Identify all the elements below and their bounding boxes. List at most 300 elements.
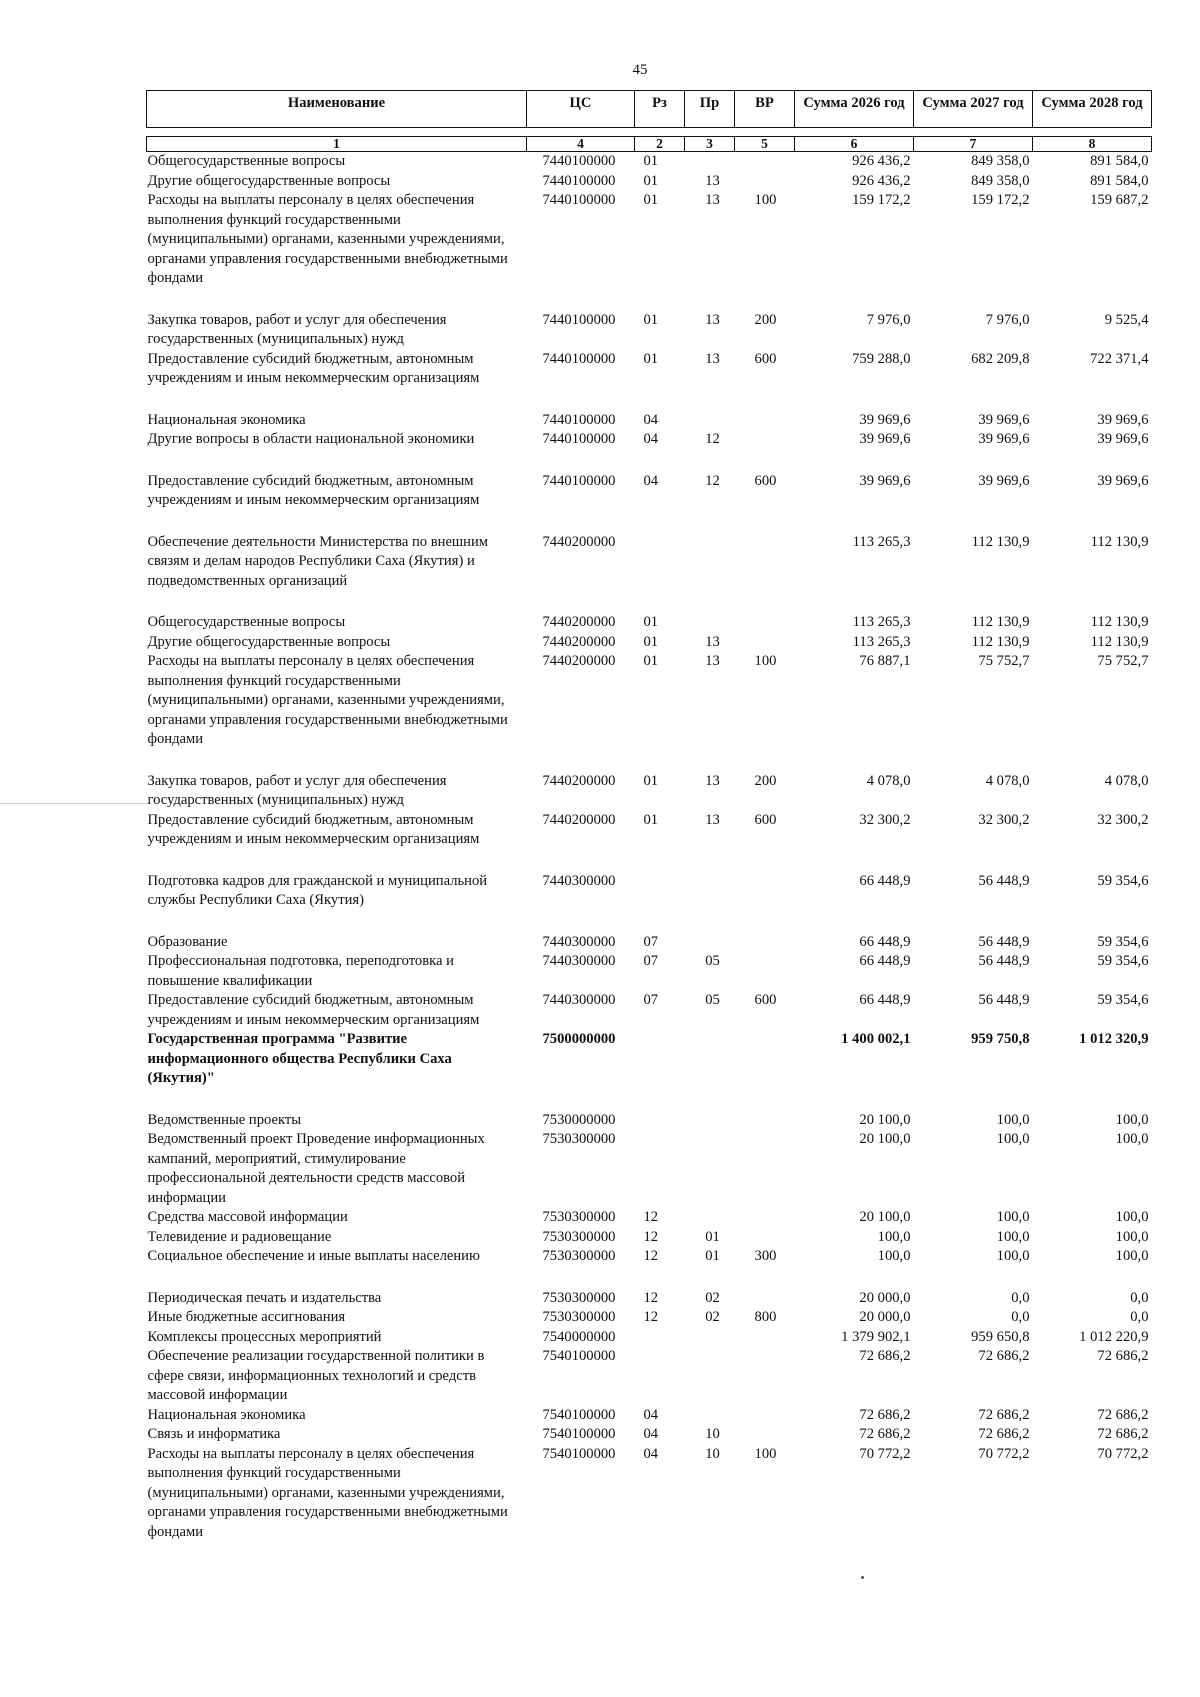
row-sum-2026: 70 772,2	[859, 1445, 911, 1462]
row-sum-2026: 926 436,2	[852, 172, 911, 189]
table-row	[147, 1111, 1152, 1131]
row-sum-2027: 682 209,8	[971, 350, 1030, 367]
row-sum-2026: 76 887,1	[859, 653, 911, 669]
row-sum-2027: 159 172,2	[971, 192, 1030, 208]
row-sum-2027: 72 686,2	[978, 1406, 1030, 1423]
table-row	[147, 1308, 1152, 1328]
table-row	[147, 1030, 1152, 1111]
row-sum-2028: 59 354,6	[1097, 872, 1149, 889]
row-cs: 7540100000	[542, 1348, 616, 1364]
row-name: Расходы на выплаты персоналу в целях обеспечения выполнения функций государственными (муниципальными) органами, казенными учреждениями, органами управления государственными внебюджетными фондами	[147, 1445, 508, 1540]
row-vr	[735, 411, 795, 431]
table-row	[147, 1228, 1152, 1248]
row-vr: 600	[754, 992, 777, 1008]
row-name: Ведомственный проект Проведение информационных кампаний, мероприятий, стимулирование профессиональной деятельности средств массовой информации	[147, 1131, 485, 1206]
table-row	[147, 533, 1152, 614]
table-row	[147, 172, 1152, 192]
table-row	[147, 633, 1152, 653]
row-sum-2026: 20 100,0	[859, 1111, 911, 1128]
row-vr	[735, 613, 795, 633]
row-pr: 13	[705, 811, 720, 828]
column-number: 4	[527, 137, 635, 152]
row-cs: 7440200000	[542, 533, 616, 550]
row-pr: 13	[705, 633, 720, 650]
row-sum-2028: 112 130,9	[1090, 633, 1149, 650]
row-vr	[735, 1208, 795, 1228]
row-sum-2026: 113 265,3	[852, 633, 911, 650]
row-rz: 04	[643, 1445, 659, 1462]
row-sum-2028: 72 686,2	[1097, 1406, 1149, 1423]
row-sum-2028: 159 687,2	[1090, 192, 1149, 208]
row-pr: 05	[705, 953, 720, 969]
row-sum-2028: 100,0	[1115, 1111, 1149, 1128]
row-pr	[685, 411, 735, 431]
row-cs: 7530300000	[542, 1209, 616, 1225]
row-cs: 7530300000	[542, 1131, 616, 1147]
row-rz	[635, 1111, 685, 1131]
row-name: Обеспечение реализации государственной политики в сфере связи, информационных технологий и средств массовой информации	[147, 1348, 485, 1403]
row-name: Образование	[147, 933, 228, 950]
row-sum-2028: 9 525,4	[1104, 311, 1149, 328]
row-sum-2027: 100,0	[996, 1209, 1030, 1225]
row-sum-2026: 66 448,9	[859, 933, 911, 950]
table-row	[147, 191, 1152, 311]
row-name: Государственная программа "Развитие информационного общества Республики Саха (Якутия)"	[147, 1031, 452, 1086]
row-vr: 600	[754, 350, 777, 367]
row-sum-2026: 7 976,0	[866, 311, 911, 328]
row-sum-2028: 891 584,0	[1090, 172, 1149, 189]
row-cs: 7440100000	[542, 431, 616, 447]
row-vr: 800	[754, 1309, 777, 1325]
row-rz: 01	[643, 772, 659, 789]
row-sum-2028: 100,0	[1115, 1248, 1149, 1264]
row-sum-2027: 39 969,6	[978, 411, 1030, 428]
row-vr	[735, 1425, 795, 1445]
row-name: Профессиональная подготовка, переподготовка и повышение квалификации	[147, 953, 454, 989]
row-sum-2026: 159 172,2	[852, 192, 911, 208]
table-row	[147, 152, 1152, 172]
row-name: Иные бюджетные ассигнования	[147, 1309, 346, 1325]
table-row	[147, 1445, 1152, 1543]
row-sum-2028: 72 686,2	[1097, 1426, 1149, 1442]
row-pr	[685, 1208, 735, 1228]
row-sum-2027: 72 686,2	[978, 1348, 1030, 1364]
row-sum-2028: 1 012 220,9	[1079, 1328, 1149, 1345]
row-cs: 7530300000	[542, 1289, 616, 1306]
row-pr	[685, 933, 735, 953]
row-name: Национальная экономика	[147, 1406, 306, 1423]
row-sum-2027: 100,0	[996, 1131, 1030, 1147]
row-sum-2028: 0,0	[1130, 1289, 1149, 1306]
row-cs: 7440100000	[542, 192, 616, 208]
row-sum-2028: 1 012 320,9	[1079, 1031, 1149, 1047]
row-sum-2027: 112 130,9	[971, 614, 1030, 630]
row-pr: 13	[705, 172, 720, 189]
row-sum-2026: 20 000,0	[859, 1309, 911, 1325]
row-sum-2027: 0,0	[1011, 1289, 1030, 1306]
table-row	[147, 1289, 1152, 1309]
row-vr	[735, 430, 795, 472]
row-pr: 10	[705, 1445, 720, 1462]
row-rz: 04	[643, 472, 659, 489]
row-pr: 13	[705, 772, 720, 789]
row-name: Обеспечение деятельности Министерства по внешним связям и делам народов Республики Саха (Якутия) и подведомственных организаций	[147, 533, 489, 589]
table-row	[147, 1328, 1152, 1348]
row-name: Другие вопросы в области национальной экономики	[147, 431, 475, 447]
row-sum-2027: 112 130,9	[971, 533, 1030, 550]
row-sum-2027: 70 772,2	[978, 1445, 1030, 1462]
row-sum-2026: 20 100,0	[859, 1209, 911, 1225]
table-row	[147, 1208, 1152, 1228]
row-vr	[735, 1030, 795, 1111]
row-vr: 600	[754, 811, 777, 828]
table-row	[147, 411, 1152, 431]
row-cs: 7540100000	[542, 1426, 616, 1442]
column-number-row	[147, 137, 1152, 152]
row-pr	[685, 613, 735, 633]
row-sum-2027: 849 358,0	[971, 153, 1030, 169]
row-rz	[635, 872, 685, 933]
row-cs: 7440200000	[542, 653, 616, 669]
row-sum-2026: 39 969,6	[859, 411, 911, 428]
row-sum-2028: 59 354,6	[1097, 953, 1149, 969]
row-sum-2026: 113 265,3	[852, 614, 911, 630]
header-vr: ВР	[735, 91, 795, 128]
row-name: Другие общегосударственные вопросы	[147, 172, 391, 189]
row-sum-2026: 72 686,2	[859, 1426, 911, 1442]
row-sum-2028: 112 130,9	[1090, 614, 1149, 630]
row-name: Комплексы процессных мероприятий	[147, 1328, 382, 1345]
row-pr: 12	[705, 472, 720, 489]
row-sum-2027: 39 969,6	[978, 431, 1030, 447]
column-number: 6	[795, 137, 914, 152]
table-row	[147, 1130, 1152, 1208]
row-vr: 600	[754, 472, 777, 489]
budget-table	[146, 90, 1152, 1542]
row-rz: 01	[643, 633, 659, 650]
table-row	[147, 613, 1152, 633]
table-row	[147, 311, 1152, 350]
row-name: Связь и информатика	[147, 1426, 281, 1442]
page-number: 45	[632, 62, 648, 78]
row-sum-2026: 4 078,0	[866, 772, 911, 789]
row-sum-2028: 39 969,6	[1097, 411, 1149, 428]
row-sum-2027: 7 976,0	[985, 311, 1030, 328]
row-cs: 7440100000	[542, 172, 616, 189]
row-sum-2027: 959 650,8	[971, 1328, 1030, 1345]
row-pr	[685, 1111, 735, 1131]
row-name: Телевидение и радиовещание	[147, 1228, 332, 1245]
row-cs: 7530300000	[542, 1228, 616, 1245]
table-row	[147, 991, 1152, 1030]
table-row	[147, 811, 1152, 872]
row-sum-2026: 72 686,2	[859, 1348, 911, 1364]
row-cs: 7440100000	[542, 311, 616, 328]
table-row	[147, 1247, 1152, 1289]
row-sum-2026: 100,0	[877, 1228, 911, 1245]
row-vr	[735, 933, 795, 953]
row-vr	[735, 533, 795, 614]
header-sum-2027: Сумма 2027 год	[914, 91, 1033, 128]
row-pr	[685, 152, 735, 172]
row-sum-2026: 39 969,6	[859, 431, 911, 447]
table-row	[147, 872, 1152, 933]
row-sum-2026: 39 969,6	[859, 472, 911, 489]
row-name: Ведомственные проекты	[147, 1111, 302, 1128]
row-sum-2027: 56 448,9	[978, 953, 1030, 969]
row-cs: 7440200000	[542, 633, 616, 650]
row-vr	[735, 1289, 795, 1309]
row-sum-2027: 56 448,9	[978, 872, 1030, 889]
row-vr: 200	[754, 311, 777, 328]
row-rz: 01	[643, 614, 659, 630]
row-sum-2028: 32 300,2	[1097, 811, 1149, 828]
row-vr: 100	[754, 653, 777, 669]
row-pr: 01	[705, 1228, 720, 1245]
row-cs: 7540100000	[542, 1445, 616, 1462]
row-name: Национальная экономика	[147, 411, 306, 428]
row-cs: 7440200000	[542, 811, 616, 828]
row-cs: 7440100000	[542, 350, 616, 367]
table-row	[147, 1347, 1152, 1406]
row-cs: 7440300000	[542, 872, 616, 889]
row-vr	[735, 1347, 795, 1406]
row-sum-2028: 59 354,6	[1097, 933, 1149, 950]
row-rz: 12	[643, 1289, 659, 1306]
row-sum-2028: 891 584,0	[1090, 153, 1149, 169]
row-pr	[685, 533, 735, 614]
row-name: Закупка товаров, работ и услуг для обеспечения государственных (муниципальных) нужд	[147, 311, 447, 347]
row-sum-2028: 0,0	[1130, 1309, 1149, 1325]
row-sum-2026: 72 686,2	[859, 1406, 911, 1423]
row-pr: 05	[705, 992, 720, 1008]
row-sum-2026: 926 436,2	[852, 153, 911, 169]
row-sum-2027: 0,0	[1011, 1309, 1030, 1325]
row-rz: 04	[643, 411, 659, 428]
header-cs: ЦС	[527, 91, 635, 128]
row-cs: 7440100000	[542, 411, 616, 428]
row-sum-2026: 32 300,2	[859, 811, 911, 828]
row-name: Предоставление субсидий бюджетным, автономным учреждениям и иным некоммерческим организациям	[147, 472, 480, 508]
column-number: 7	[914, 137, 1033, 152]
row-sum-2028: 100,0	[1115, 1228, 1149, 1245]
row-sum-2028: 70 772,2	[1097, 1445, 1149, 1462]
row-pr: 02	[705, 1289, 720, 1306]
row-cs: 7440200000	[542, 614, 616, 630]
row-cs: 7500000000	[542, 1031, 616, 1047]
row-sum-2028: 72 686,2	[1097, 1348, 1149, 1364]
row-name: Расходы на выплаты персоналу в целях обеспечения выполнения функций государственными (муниципальными) органами, казенными учреждениями, органами управления государственными внебюджетными фондами	[147, 192, 508, 286]
table-row	[147, 772, 1152, 811]
row-vr	[735, 1406, 795, 1426]
row-vr	[735, 1130, 795, 1208]
row-sum-2028: 722 371,4	[1090, 350, 1149, 367]
table-row	[147, 952, 1152, 991]
row-rz: 01	[643, 811, 659, 828]
row-rz: 12	[643, 1228, 659, 1245]
table-body	[147, 152, 1152, 1543]
row-sum-2027: 4 078,0	[985, 772, 1030, 789]
row-sum-2027: 39 969,6	[978, 472, 1030, 489]
row-sum-2027: 56 448,9	[978, 933, 1030, 950]
row-name: Подготовка кадров для гражданской и муниципальной службы Республики Саха (Якутия)	[147, 872, 488, 908]
table-row	[147, 430, 1152, 472]
row-cs: 7440100000	[542, 472, 616, 489]
row-sum-2026: 66 448,9	[859, 992, 911, 1008]
row-cs: 7440200000	[542, 772, 616, 789]
row-name: Средства массовой информации	[147, 1209, 348, 1225]
row-rz: 01	[643, 350, 659, 367]
row-vr: 100	[754, 1445, 777, 1462]
row-pr	[685, 1030, 735, 1111]
row-rz: 07	[643, 953, 659, 969]
row-rz: 07	[643, 992, 659, 1008]
header-sum-2026: Сумма 2026 год	[795, 91, 914, 128]
row-vr	[735, 633, 795, 653]
row-rz: 01	[643, 653, 659, 669]
row-sum-2027: 100,0	[996, 1228, 1030, 1245]
row-sum-2028: 59 354,6	[1097, 992, 1149, 1008]
row-pr: 13	[705, 192, 720, 208]
row-name: Предоставление субсидий бюджетным, автономным учреждениям и иным некоммерческим организациям	[147, 992, 480, 1028]
row-sum-2027: 112 130,9	[971, 633, 1030, 650]
row-rz: 04	[643, 431, 659, 447]
header-row	[147, 91, 1152, 128]
table-row	[147, 933, 1152, 953]
row-sum-2028: 100,0	[1115, 1131, 1149, 1147]
row-name: Социальное обеспечение и иные выплаты населению	[147, 1248, 480, 1264]
table-row	[147, 652, 1152, 772]
row-cs: 7440100000	[542, 153, 616, 169]
header-name: Наименование	[147, 91, 527, 128]
scan-speck	[861, 1576, 864, 1579]
row-rz: 07	[643, 933, 659, 950]
row-pr	[685, 1328, 735, 1348]
row-vr	[735, 1328, 795, 1348]
table-row	[147, 1406, 1152, 1426]
row-sum-2028: 4 078,0	[1104, 772, 1149, 789]
row-vr	[735, 152, 795, 172]
row-sum-2027: 849 358,0	[971, 172, 1030, 189]
row-pr	[685, 1406, 735, 1426]
row-pr: 13	[705, 350, 720, 367]
row-rz	[635, 1347, 685, 1406]
row-sum-2027: 56 448,9	[978, 992, 1030, 1008]
row-rz	[635, 1030, 685, 1111]
row-pr: 01	[705, 1248, 720, 1264]
row-rz: 04	[643, 1406, 659, 1423]
row-rz: 12	[643, 1209, 659, 1225]
row-name: Другие общегосударственные вопросы	[147, 633, 391, 650]
row-cs: 7440300000	[542, 953, 616, 969]
row-name: Общегосударственные вопросы	[147, 614, 346, 630]
row-sum-2027: 32 300,2	[978, 811, 1030, 828]
row-sum-2026: 1 400 002,1	[841, 1031, 911, 1047]
row-rz: 01	[643, 192, 659, 208]
row-rz: 12	[643, 1248, 659, 1264]
row-sum-2026: 66 448,9	[859, 953, 911, 969]
row-vr	[735, 1111, 795, 1131]
row-sum-2026: 66 448,9	[859, 872, 911, 889]
scan-artifact-line	[0, 803, 150, 804]
row-pr: 13	[705, 311, 720, 328]
column-number: 2	[635, 137, 685, 152]
row-vr: 200	[754, 772, 777, 789]
row-sum-2026: 1 379 902,1	[841, 1328, 911, 1345]
table-row	[147, 350, 1152, 411]
column-number: 5	[735, 137, 795, 152]
header-sum-2028: Сумма 2028 год	[1033, 91, 1152, 128]
row-sum-2027: 100,0	[996, 1111, 1030, 1128]
row-sum-2028: 39 969,6	[1097, 472, 1149, 489]
row-name: Закупка товаров, работ и услуг для обеспечения государственных (муниципальных) нужд	[147, 772, 447, 808]
table-row	[147, 1425, 1152, 1445]
header-pr: Пр	[685, 91, 735, 128]
row-cs: 7440300000	[542, 992, 616, 1008]
row-sum-2028: 112 130,9	[1090, 533, 1149, 550]
row-rz	[635, 533, 685, 614]
row-name: Расходы на выплаты персоналу в целях обеспечения выполнения функций государственными (муниципальными) органами, казенными учреждениями, органами управления государственными внебюджетными фондами	[147, 653, 508, 747]
row-cs: 7540000000	[542, 1328, 616, 1345]
row-pr: 13	[705, 653, 720, 669]
table-row	[147, 472, 1152, 533]
column-number: 8	[1033, 137, 1152, 152]
row-pr: 12	[705, 431, 720, 447]
row-sum-2026: 759 288,0	[852, 350, 911, 367]
row-rz: 12	[643, 1309, 659, 1325]
column-number: 1	[147, 137, 527, 152]
row-vr: 300	[754, 1248, 777, 1264]
column-number: 3	[685, 137, 735, 152]
row-name: Предоставление субсидий бюджетным, автономным учреждениям и иным некоммерческим организациям	[147, 350, 480, 386]
row-sum-2026: 20 100,0	[859, 1131, 911, 1147]
row-sum-2026: 20 000,0	[859, 1289, 911, 1306]
row-sum-2027: 75 752,7	[978, 653, 1030, 669]
row-pr: 02	[705, 1309, 720, 1325]
row-name: Периодическая печать и издательства	[147, 1289, 382, 1306]
row-name: Общегосударственные вопросы	[147, 153, 346, 169]
row-name: Предоставление субсидий бюджетным, автономным учреждениям и иным некоммерческим организациям	[147, 811, 480, 847]
row-pr	[685, 1130, 735, 1208]
row-vr	[735, 952, 795, 991]
row-pr	[685, 1347, 735, 1406]
row-sum-2028: 39 969,6	[1097, 431, 1149, 447]
row-rz	[635, 1328, 685, 1348]
row-sum-2027: 72 686,2	[978, 1426, 1030, 1442]
row-rz: 01	[643, 172, 659, 189]
row-pr: 10	[705, 1426, 720, 1442]
row-sum-2026: 100,0	[877, 1248, 911, 1264]
row-cs: 7530300000	[542, 1248, 616, 1264]
row-sum-2028: 75 752,7	[1097, 653, 1149, 669]
row-vr	[735, 872, 795, 933]
row-cs: 7440300000	[542, 933, 616, 950]
row-rz: 01	[643, 153, 659, 169]
row-pr	[685, 872, 735, 933]
row-rz: 04	[643, 1426, 659, 1442]
row-rz	[635, 1130, 685, 1208]
row-vr	[735, 1228, 795, 1248]
row-sum-2028: 100,0	[1115, 1209, 1149, 1225]
row-vr: 100	[754, 192, 777, 208]
row-sum-2027: 100,0	[996, 1248, 1030, 1264]
row-cs: 7530000000	[542, 1111, 616, 1128]
row-rz: 01	[643, 311, 659, 328]
row-cs: 7540100000	[542, 1406, 616, 1423]
header-rz: Рз	[635, 91, 685, 128]
row-sum-2026: 113 265,3	[852, 533, 911, 550]
row-sum-2027: 959 750,8	[971, 1031, 1030, 1047]
